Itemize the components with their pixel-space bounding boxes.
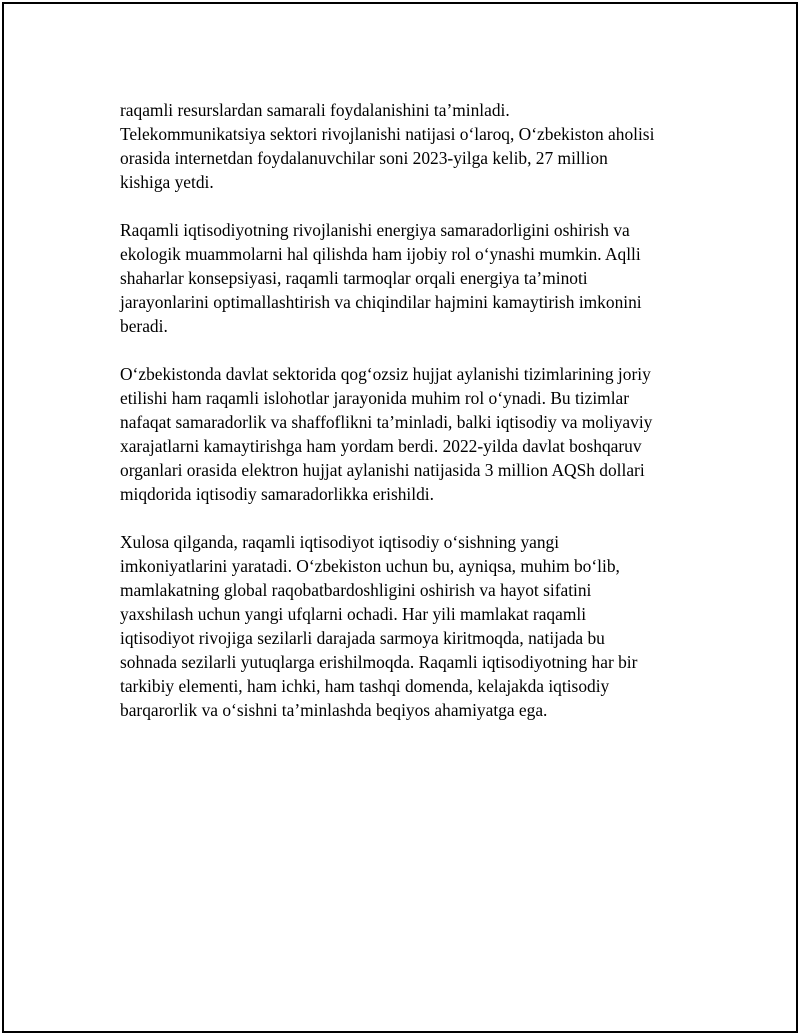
paragraph-3: Oʻzbekistonda davlat sektorida qogʻozsiz hujjat aylanishi tizimlarining joriy etilishi ham raqamli islohotlar jarayonida muhim rol oʻynadi. Bu tizimlar nafaqat samaradorlik va shaffoflikni ta’minladi, balki iqtisodiy va moliyaviy xarajatlarni kamaytirishga ham yordam berdi. 2022-yilda davlat boshqaruv organlari orasida elektron hujjat aylanishi natijasida 3 million AQSh dollari miqdorida iqtisodiy samaradorlikka erishildi. [120, 364, 653, 504]
paragraph-1: raqamli resurslardan samarali foydalanishini ta’minladi. Telekommunikatsiya sektori rivojlanishi natijasi oʻlaroq, Oʻzbekiston aholisi orasida internetdan foydalanuvchilar soni 2023-yilga kelib, 27 million kishiga yetdi. [120, 100, 655, 192]
document-body [120, 98, 695, 746]
document-page [2, 2, 798, 1033]
paragraph-2: Raqamli iqtisodiyotning rivojlanishi energiya samaradorligini oshirish va ekologik muammolarni hal qilishda ham ijobiy rol oʻynashi mumkin. Aqlli shaharlar konsepsiyasi, raqamli tarmoqlar orqali energiya ta’minoti jarayonlarini optimallashtirish va chiqindilar hajmini kamaytirish imkonini beradi. [120, 220, 642, 336]
paragraph-4: Xulosa qilganda, raqamli iqtisodiyot iqtisodiy oʻsishning yangi imkoniyatlarini yaratadi. Oʻzbekiston uchun bu, ayniqsa, muhim boʻlib, mamlakatning global raqobatbardoshligini oshirish va hayot sifatini yaxshilash uchun yangi ufqlarni ochadi. Har yili mamlakat raqamli iqtisodiyot rivojiga sezilarli darajada sarmoya kiritmoqda, natijada bu sohnada sezilarli yutuqlarga erishilmoqda. Raqamli iqtisodiyotning har bir tarkibiy elementi, ham ichki, ham tashqi domenda, kelajakda iqtisodiy barqarorlik va oʻsishni ta’minlashda beqiyos ahamiyatga ega. [120, 532, 638, 720]
